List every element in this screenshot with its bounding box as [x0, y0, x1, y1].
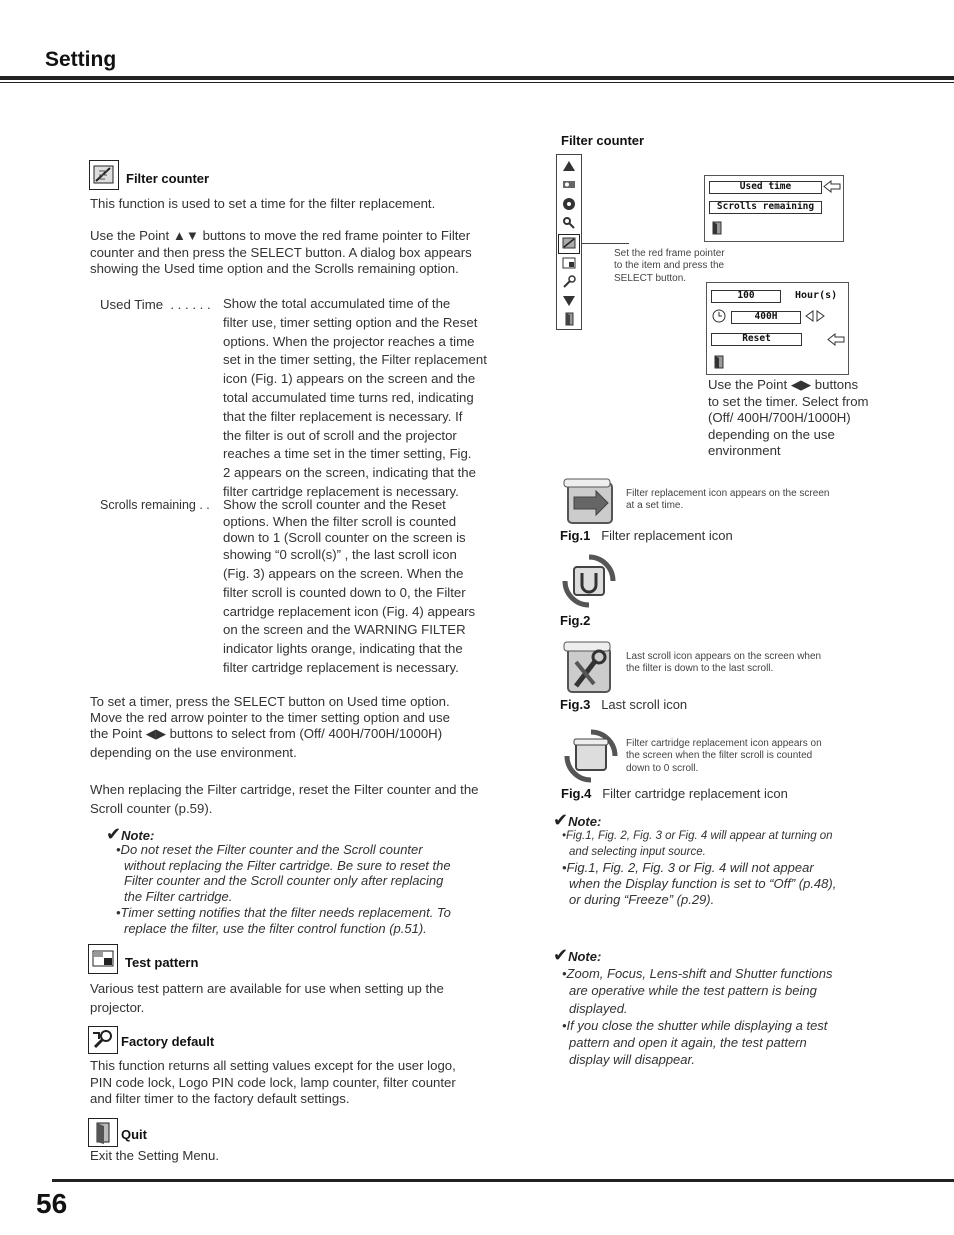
checkmark-icon: ✔ — [106, 824, 122, 844]
filter-icon — [561, 236, 577, 250]
scrolls-remaining-term: Scrolls remaining . . — [100, 498, 210, 512]
quit-desc: Exit the Setting Menu. — [90, 1148, 220, 1163]
checkmark-icon: ✔ — [553, 810, 569, 830]
exit-door-icon-2 — [714, 355, 724, 369]
note-2-header: ✔Note: — [553, 810, 602, 830]
left-right-arrows-icon — [805, 310, 825, 322]
note-1-body: •Do not reset the Filter counter and the Scroll counter without replacing the Filter cartridge. Be sure to reset the Filter counter and the Scroll counter only after replacing the Filter cartridge. •Timer setting notifies that the filter needs replacement. To replace the filter, use the filter control function (p.51). — [116, 842, 451, 936]
timer-instr-3: the Point ◀▶ buttons to select from (Off/ 400H/700H/1000H) — [90, 726, 443, 741]
note-2-body: •Fig.1, Fig. 2, Fig. 3 or Fig. 4 will appear at turning on and selecting input source. •Fig.1, Fig. 2, Fig. 3 or Fig. 4 will not appear when the Display function is set to “Off” (p.48), or during “Freeze” (p.29). — [562, 830, 837, 907]
timer-instr-4: depending on the use environment. — [90, 745, 297, 760]
timer-dialog — [706, 282, 849, 375]
used-time-description: Show the total accumulated time of the filter use, timer setting option and the Reset options. When the projector reaches a time set in the timer setting, the Filter replacement icon (Fig. 1) appears on the screen and the total accumulated time turns red, indicating that the filter replacement is necessary. If the filter is out of scroll and the projector reaches a time set in the timer setting, Fig. 2 appears on the screen, indicating that the filter cartridge replacement is necessary. — [223, 296, 487, 499]
test-pattern-heading: Test pattern — [125, 955, 199, 970]
filter-counter-instr-2: counter and then press the SELECT button. A dialog box appears — [90, 245, 472, 260]
filter-cartridge-u-icon — [560, 553, 618, 609]
note-1-header: ✔Note: — [106, 824, 155, 844]
factory-default-small-icon — [561, 275, 577, 289]
reset-button[interactable]: Reset — [711, 333, 802, 346]
disc-icon — [561, 197, 577, 211]
page-number: 56 — [36, 1188, 68, 1219]
filter-counter-dialog — [704, 175, 844, 242]
fig2-label: Fig.2 — [560, 613, 591, 628]
factory-default-desc-1: This function returns all setting values except for the user logo, — [90, 1058, 456, 1073]
used-time-value: 100 — [711, 290, 781, 303]
test-pattern-small-icon — [561, 256, 577, 270]
clock-icon — [712, 309, 726, 323]
red-arrow-pointer-icon — [823, 180, 841, 193]
filter-counter-instr-1: Use the Point ▲▼ buttons to move the red frame pointer to Filter — [90, 228, 471, 243]
diagram-title: Filter counter — [561, 133, 645, 148]
hours-unit-label: Hour(s) — [795, 290, 838, 301]
header-rule — [0, 76, 954, 80]
quit-small-icon — [561, 312, 577, 326]
fig3-desc: Last scroll icon appears on the screen when the filter is down to the last scroll. — [626, 651, 822, 675]
timer-caption: Use the Point ◀▶ buttons to set the timer. Select from (Off/ 400H/700H/1000H) depending on the use environment — [708, 377, 869, 458]
scrolls-remaining-field[interactable]: Scrolls remaining — [709, 201, 822, 214]
replace-instr-1: When replacing the Filter cartridge, reset the Filter counter and the — [90, 782, 479, 797]
filter-cartridge-replacement-icon — [562, 728, 620, 784]
factory-default-desc-2: PIN code lock, Logo PIN code lock, lamp counter, filter counter — [90, 1075, 456, 1090]
footer-rule — [52, 1179, 954, 1182]
factory-default-icon — [88, 1026, 118, 1054]
scrolls-remaining-description: Show the scroll counter and the Reset options. When the filter scroll is counted down to 1 (Scroll counter on the screen is showing “0 scroll(s)” , the last scroll icon (Fig. 3) appears on the screen. When the filter scroll is counted down to 0, the Filter cartridge replacement icon (Fig. 4) appears on the screen and the WARNING FILTER indicator lights orange, indicating that the filter cartridge replacement is necessary. — [223, 497, 476, 675]
red-arrow-pointer-icon-2 — [827, 333, 845, 346]
callout-text: Set the red frame pointer to the item and press the SELECT button. — [614, 248, 725, 284]
triangle-up-icon — [561, 159, 577, 173]
quit-icon — [88, 1118, 118, 1147]
filter-counter-instr-3: showing the Used time option and the Scrolls remaining option. — [90, 261, 459, 276]
fig4-label: Fig.4 Filter cartridge replacement icon — [561, 786, 788, 801]
setting-menu-icons — [556, 154, 582, 330]
projector-icon — [561, 178, 577, 192]
timer-field[interactable]: 400H — [731, 311, 801, 324]
timer-instr-1: To set a timer, press the SELECT button on Used time option. — [90, 694, 450, 709]
note-3-body: •Zoom, Focus, Lens-shift and Shutter functions are operative while the test pattern is being displayed. •If you close the shutter while displaying a test pattern and open it again, the test pattern display will disappear. — [562, 966, 833, 1068]
test-pattern-icon — [88, 944, 118, 974]
factory-default-desc-3: and filter timer to the factory default settings. — [90, 1091, 350, 1106]
last-scroll-icon — [562, 640, 616, 696]
triangle-down-icon — [561, 294, 577, 308]
test-pattern-desc-1: Various test pattern are available for use when setting up the — [90, 981, 444, 996]
used-time-term: Used Time . . . . . . — [100, 297, 211, 312]
note-3-header: ✔Note: — [553, 945, 602, 965]
timer-instr-2: Move the red arrow pointer to the timer setting option and use — [90, 710, 450, 725]
test-pattern-desc-2: projector. — [90, 1000, 145, 1015]
factory-default-heading: Factory default — [121, 1034, 215, 1049]
filter-counter-heading: Filter counter — [126, 171, 210, 186]
filter-replacement-icon — [562, 477, 616, 527]
filter-counter-intro: This function is used to set a time for the filter replacement. — [90, 196, 436, 211]
section-title: Setting — [45, 48, 117, 71]
filter-counter-icon — [89, 160, 119, 190]
callout-line — [582, 243, 629, 244]
checkmark-icon: ✔ — [553, 945, 569, 965]
header-rule-thin — [0, 82, 954, 83]
exit-door-icon — [712, 221, 722, 235]
fig3-label: Fig.3 Last scroll icon — [560, 697, 688, 712]
fig4-desc: Filter cartridge replacement icon appears on the screen when the filter scroll is counted down to 0 scroll. — [626, 738, 822, 774]
replace-instr-2: Scroll counter (p.59). — [90, 801, 213, 816]
fig1-label: Fig.1 Filter replacement icon — [560, 528, 733, 543]
fig1-desc: Filter replacement icon appears on the screen at a set time. — [626, 488, 830, 512]
used-time-field[interactable]: Used time — [709, 181, 822, 194]
key-icon — [561, 216, 577, 230]
quit-heading: Quit — [121, 1127, 147, 1142]
